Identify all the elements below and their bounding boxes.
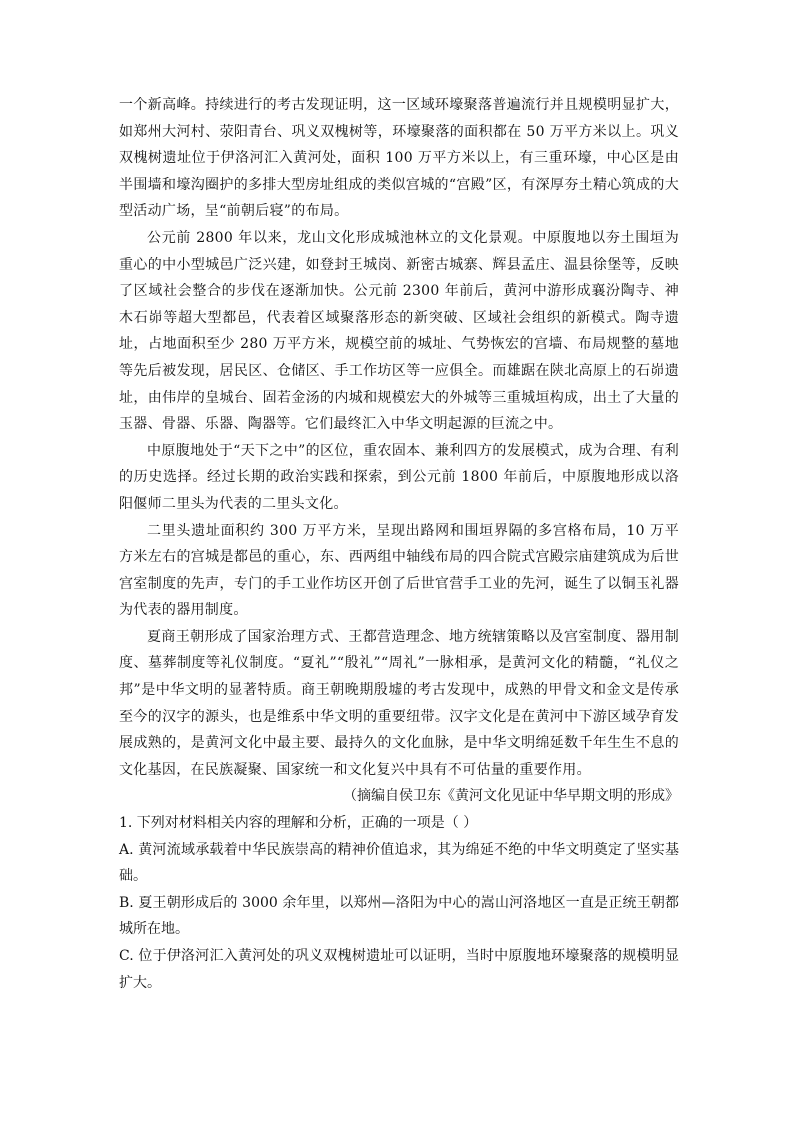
document-body [119,92,679,996]
option-a: A. 黄河流域承载着中华民族崇高的精神价值追求，其为绵延不绝的中华文明奠定了坚实基础。 [119,841,679,885]
article-paragraph-5: 夏商王朝形成了国家治理方式、王都营造理念、地方统辖策略以及宫室制度、器用制度、墓葬制度等礼仪制度。“夏礼”“殷礼”“周礼”一脉相承，是黄河文化的精髓，“礼仪之邦”是中华文明的显著特质。商王朝晚期殷墟的考古发现中，成熟的甲骨文和金文是传承至今的汉字的源头，也是维系中华文明的重要纽带。汉字文化是在黄河中下游区域孕育发展成熟的，是黄河文化中最主要、最持久的文化血脉，是中华文明绵延数千年生生不息的文化基因，在民族凝聚、国家统一和文化复兴中具有不可估量的重要作用。 [119,628,679,778]
option-c: C. 位于伊洛河汇入黄河处的巩义双槐树遗址可以证明，当时中原腹地环壕聚落的规模明显扩大。 [119,948,679,991]
article-source: （摘编自侯卫东《黄河文化见证中华早期文明的形成》 [343,788,679,805]
article-paragraph-1: 一个新高峰。持续进行的考古发现证明，这一区域环壕聚落普遍流行并且规模明显扩大，如郑州大河村、荥阳青台、巩义双槐树等，环壕聚落的面积都在 50 万平方米以上。巩义双槐树遗址位于伊洛河汇入黄河处，面积 100 万平方米以上，有三重环壕，中心区是由半围墙和壕沟圈护的多排大型房址组成的类似宫城的“宫殿”区，有深厚夯土精心筑成的大型活动广场，呈“前朝后寝”的布局。 [119,97,679,220]
article-paragraph-3: 中原腹地处于“天下之中”的区位，重农固本、兼利四方的发展模式，成为合理、有利的历史选择。经过长期的政治实践和探索，到公元前 1800 年前后，中原腹地形成以洛阳偃师二里头为代表的二里头文化。 [119,442,679,512]
option-b: B. 夏王朝形成后的 3000 余年里，以郑州—洛阳为中心的嵩山河洛地区一直是正统王朝都城所在地。 [119,894,679,938]
article-paragraph-4: 二里头遗址面积约 300 万平方米，呈现出路网和围垣界隔的多宫格布局，10 万平方米左右的宫城是都邑的重心，东、西两组中轴线布局的四合院式宫殿宗庙建筑成为后世宫室制度的先声，专门的手工业作坊区开创了后世官营手工业的先河，诞生了以铜玉礼器为代表的器用制度。 [119,522,679,619]
article-paragraph-2: 公元前 2800 年以来，龙山文化形成城池林立的文化景观。中原腹地以夯土围垣为重心的中小型城邑广泛兴建，如登封王城岗、新密古城寨、辉县孟庄、温县徐堡等，反映了区域社会整合的步伐在逐渐加快。公元前 2300 年前后，黄河中游形成襄汾陶寺、神木石峁等超大型都邑，代表着区域聚落形态的新突破、区域社会组织的新模式。陶寺遗址，占地面积至少 280 万平方米，规模空前的城址、气势恢宏的宫墙、布局规整的墓地等先后被发现，居民区、仓储区、手工作坊区等一应俱全。而雄踞在陕北高原上的石峁遗址，由伟岸的皇城台、固若金汤的内城和规模宏大的外城等三重城垣构成，出土了大量的玉器、骨器、乐器、陶器等。它们最终汇入中华文明起源的巨流之中。 [119,229,679,433]
question-stem: 1. 下列对材料相关内容的理解和分析，正确的一项是（ ） [119,815,478,832]
